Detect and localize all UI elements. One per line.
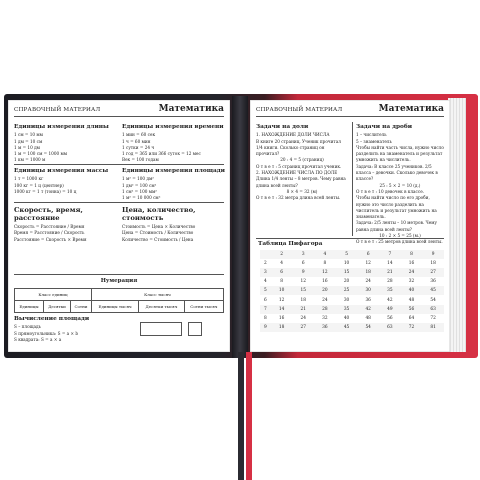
length-line: 1 см = 10 мм: [14, 132, 43, 138]
part-task-text: Длина 1/4 ленты – 8 метров. Чему равна длина всей ленты?: [256, 176, 346, 188]
pythagoras-table: [260, 250, 444, 332]
bookmark-ribbon-red: [246, 352, 252, 480]
class-thousands-header: Класс тысяч: [91, 289, 223, 301]
speed-title: Скорость, время, расстояние: [14, 206, 83, 222]
area-line: 1 дм² = 100 см²: [122, 182, 157, 188]
time-line: Век = 100 годам: [122, 157, 159, 163]
place-cell: Сотни: [71, 301, 92, 313]
pythagoras-row: [260, 286, 444, 295]
square-figure: [188, 322, 202, 336]
pythagoras-cell: 54: [357, 323, 379, 332]
fraction-tasks-title: Задачи на дроби: [356, 124, 413, 130]
pythagoras-cell: 36: [365, 297, 371, 303]
pythagoras-cell: 36: [314, 323, 336, 332]
length-line: 1 км = 1000 м: [14, 157, 46, 163]
pythagoras-cell: 4: [264, 279, 267, 285]
cost-formula: Количество = Стоимость / Цена: [122, 236, 194, 242]
time-line: 1 ч = 60 мин: [122, 138, 151, 144]
fraction-line: Задача: 2/5 ленты – 10 метров. Чему равна длина всей ленты?: [356, 220, 437, 232]
pythagoras-row: [260, 295, 444, 304]
pythagoras-cell: 30: [357, 286, 379, 295]
place-cell: Десятки: [43, 301, 70, 313]
pythagoras-cell: 16: [408, 261, 415, 267]
speed-formula: Время = Расстояние / Скорость: [14, 230, 85, 236]
part-step: 2. НАХОЖДЕНИЕ ЧИСЛА ПО ДОЛЕ: [256, 170, 338, 176]
fraction-line: Задача: В классе 25 учеников. 2/5 класса – девочки. Сколько девочек в классе?: [356, 163, 438, 182]
pythagoras-cell: 4: [280, 261, 283, 267]
pythagoras-cell: 7: [260, 305, 271, 314]
pythagoras-cell: 25: [336, 286, 358, 295]
pythagoras-cell: 18: [271, 323, 293, 332]
place-cell: Единицы: [15, 301, 44, 313]
fraction-line: 25 : 5 × 2 = 10 (д.): [379, 182, 421, 188]
area-units: [122, 168, 226, 201]
pythagoras-cell: 6: [271, 268, 293, 277]
pythagoras-cell: 27: [292, 323, 314, 332]
time-line: 1 сутки = 24 ч: [122, 144, 155, 150]
cost-formula: Стоимость = Цена × Количество: [122, 224, 196, 229]
time-units: [122, 124, 226, 164]
mass-units: [14, 168, 112, 195]
pythagoras-cell: 48: [408, 297, 415, 303]
pythagoras-row: [260, 314, 444, 323]
pythagoras-row: [260, 250, 444, 259]
part-tasks-title: Задачи на доли: [256, 124, 309, 130]
pythagoras-cell: 35: [336, 305, 358, 314]
pythagoras-row: [260, 305, 444, 314]
pythagoras-cell: 28: [387, 279, 393, 285]
pythagoras-cell: 20: [314, 286, 336, 295]
pythagoras-cell: 72: [430, 315, 436, 321]
pythagoras-cell: 56: [387, 315, 393, 321]
right-page: [250, 100, 450, 352]
pythagoras-cell: 42: [357, 305, 379, 314]
pythagoras-cell: 24: [401, 268, 423, 277]
pythagoras-cell: 12: [300, 279, 306, 285]
pythagoras-cell: 2: [271, 250, 293, 259]
pythagoras-cell: 6: [264, 297, 267, 303]
divider: [14, 164, 224, 165]
pythagoras-cell: 81: [422, 323, 444, 332]
area-calc-line: S прямоугольника: S = a × b: [14, 330, 79, 336]
area-calc-title: Вычисление площади: [14, 316, 90, 322]
time-line: 1 мин = 60 сек: [122, 132, 156, 138]
divider: [14, 274, 224, 275]
page-header-label: СПРАВОЧНЫЙ МАТЕРИАЛ: [256, 107, 343, 113]
pythagoras-cell: 8: [323, 261, 327, 267]
class-units-header: Класс единиц: [15, 289, 92, 301]
pythagoras-cell: 5: [336, 250, 358, 259]
pythagoras-row: [260, 268, 444, 277]
cost-formulas: [122, 206, 226, 243]
pythagoras-cell: 45: [336, 323, 358, 332]
page-header: [250, 100, 450, 118]
pythagoras-cell: 4: [314, 250, 336, 259]
column-divider: [352, 122, 353, 236]
mass-line: 1000 кг = 1 т (тонна) = 10 ц: [14, 188, 77, 194]
length-line: 1 дм = 10 см: [14, 138, 43, 144]
pythagoras-cell: 14: [271, 305, 293, 314]
cost-title: Цена, количество, стоимость: [122, 206, 196, 222]
pythagoras-cell: 6: [357, 250, 379, 259]
rectangle-figure: [140, 322, 182, 336]
area-line: 1 м² = 100 дм²: [122, 176, 154, 182]
pythagoras-cell: 35: [379, 286, 401, 295]
pythagoras-cell: 7: [379, 250, 401, 259]
pythagoras-cell: 6: [301, 261, 305, 267]
pythagoras-cell: 15: [336, 268, 358, 277]
pythagoras-cell: 5: [260, 286, 271, 295]
speed-formula: Скорость = Расстояние / Время: [14, 224, 85, 229]
part-answer: О т в е т : 32 метра длина всей ленты.: [256, 195, 341, 201]
pythagoras-cell: 3: [292, 250, 314, 259]
pythagoras-cell: 16: [322, 279, 328, 285]
pythagoras-cell: 12: [314, 268, 336, 277]
pythagoras-cell: 32: [322, 315, 328, 321]
pythagoras-cell: 40: [343, 315, 350, 321]
area-line: 1 см² = 100 мм²: [122, 188, 157, 194]
cost-formula: Цена = Стоимость / Количество: [122, 230, 194, 236]
pythagoras-cell: 9: [260, 323, 271, 332]
divider: [256, 238, 444, 239]
place-cell: Единицы тысяч: [91, 301, 138, 313]
pythagoras-cell: 24: [300, 315, 306, 321]
length-units-title: Единицы измерения длины: [14, 124, 109, 130]
header-rule: [256, 116, 444, 117]
pythagoras-cell: 63: [379, 323, 401, 332]
place-cell: Десятки тысяч: [139, 301, 184, 313]
length-line: 1 м = 100 см = 1000 мм: [14, 151, 68, 157]
pythagoras-cell: 49: [379, 305, 401, 314]
pythagoras-cell: 12: [365, 261, 371, 267]
fraction-line: О т в е т : 10 девочек в классе.: [356, 188, 425, 194]
pythagoras-cell: 32: [408, 279, 415, 285]
pythagoras-cell: 9: [292, 268, 314, 277]
pythagoras-cell: 42: [387, 297, 393, 303]
fraction-tasks: [356, 124, 444, 246]
numeration-table: [14, 288, 224, 312]
mass-units-title: Единицы измерения массы: [14, 168, 109, 174]
fraction-line: 10 : 2 × 5 = 25 (м.): [379, 233, 421, 239]
page-subject: Математика: [158, 104, 224, 114]
area-calc-line: S квадрата: S = a × a: [14, 336, 62, 342]
area-units-title: Единицы измерения площади: [122, 168, 225, 174]
pythagoras-cell: 12: [278, 297, 285, 303]
pythagoras-cell: 48: [365, 315, 371, 321]
page-header-label: СПРАВОЧНЫЙ МАТЕРИАЛ: [14, 107, 101, 113]
length-units: [14, 124, 112, 164]
pythagoras-title: Таблица Пифагора: [258, 241, 323, 247]
pythagoras-cell: 63: [422, 305, 444, 314]
part-task-text: В книге 20 страниц. Ученик прочитал 1/4 книги. Сколько страниц он прочитал?: [256, 138, 341, 157]
pythagoras-cell: 10: [271, 286, 293, 295]
pythagoras-cell: 20: [343, 279, 350, 285]
part-answer: О т в е т : 5 страниц прочитал ученик.: [256, 163, 342, 169]
page-header: [8, 100, 230, 118]
speed-formula: Расстояние = Скорость × Время: [14, 236, 87, 242]
pythagoras-cell: [260, 250, 271, 259]
pythagoras-cell: 2: [264, 261, 267, 267]
fraction-line: 1 – числитель: [356, 132, 387, 138]
pythagoras-cell: 8: [264, 315, 267, 321]
area-calc: [14, 316, 134, 343]
part-step: 1. НАХОЖДЕНИЕ ДОЛИ ЧИСЛА: [256, 132, 330, 138]
pythagoras-cell: 45: [422, 286, 444, 295]
pythagoras-row: [260, 277, 444, 286]
pythagoras-cell: 21: [292, 305, 314, 314]
pythagoras-cell: 64: [408, 315, 415, 321]
pythagoras-cell: 18: [430, 261, 436, 267]
time-units-title: Единицы измерения времени: [122, 124, 224, 130]
pythagoras-cell: 40: [401, 286, 423, 295]
fraction-line: О т в е т : 25 метров длина всей ленты.: [356, 239, 443, 245]
page-subject: Математика: [378, 104, 444, 114]
pythagoras-cell: 56: [401, 305, 423, 314]
pythagoras-cell: 30: [343, 297, 350, 303]
pythagoras-cell: 8: [401, 250, 423, 259]
part-tasks: [256, 124, 348, 202]
bookmark-ribbon-dark: [238, 352, 244, 480]
time-line: 1 год = 365 или 366 суток = 12 мес: [122, 151, 201, 157]
pythagoras-cell: 16: [278, 315, 285, 321]
pythagoras-cell: 21: [379, 268, 401, 277]
numeration-title: Нумерация: [100, 278, 138, 284]
mass-line: 1 т = 1000 кг: [14, 176, 44, 182]
pythagoras-cell: 3: [260, 268, 271, 277]
left-page: [8, 100, 230, 352]
area-calc-line: S – площадь: [14, 324, 41, 330]
fraction-line: 5 – знаменатель: [356, 138, 392, 144]
place-cell: Сотни тысяч: [184, 301, 223, 313]
pythagoras-cell: 8: [280, 279, 283, 285]
pythagoras-cell: 28: [314, 305, 336, 314]
cover-edge: [466, 96, 478, 176]
mass-line: 100 кг = 1 ц (центнер): [14, 182, 64, 188]
pythagoras-cell: 10: [343, 261, 350, 267]
header-rule: [14, 116, 224, 117]
pythagoras-cell: 72: [401, 323, 423, 332]
pythagoras-cell: 54: [430, 297, 436, 303]
notebook-spine: [232, 96, 248, 358]
fraction-line: Чтобы найти число по его дроби, нужно это число разделить на числитель и результат умножить на знаменатель.: [356, 195, 437, 220]
pythagoras-cell: 36: [430, 279, 436, 285]
length-line: 1 м = 10 дм: [14, 144, 40, 150]
speed-formulas: [14, 206, 118, 243]
area-line: 1 м² = 10 000 см²: [122, 195, 161, 201]
part-formula: 8 × 4 = 32 (м): [286, 188, 318, 194]
page-stack: [448, 98, 466, 352]
divider: [14, 202, 224, 203]
pythagoras-cell: 18: [300, 297, 306, 303]
pythagoras-cell: 27: [422, 268, 444, 277]
pythagoras-cell: 14: [387, 261, 393, 267]
pythagoras-cell: 24: [322, 297, 328, 303]
pythagoras-cell: 15: [292, 286, 314, 295]
part-formula: 20 : 4 = 5 (страниц): [280, 157, 324, 163]
fraction-line: Чтобы найти часть числа, нужно число разделить на знаменатель и результат умножить на числитель.: [356, 144, 444, 163]
pythagoras-cell: 18: [357, 268, 379, 277]
pythagoras-row: [260, 323, 444, 332]
pythagoras-cell: 9: [422, 250, 444, 259]
pythagoras-cell: 24: [365, 279, 371, 285]
pythagoras-row: [260, 259, 444, 268]
